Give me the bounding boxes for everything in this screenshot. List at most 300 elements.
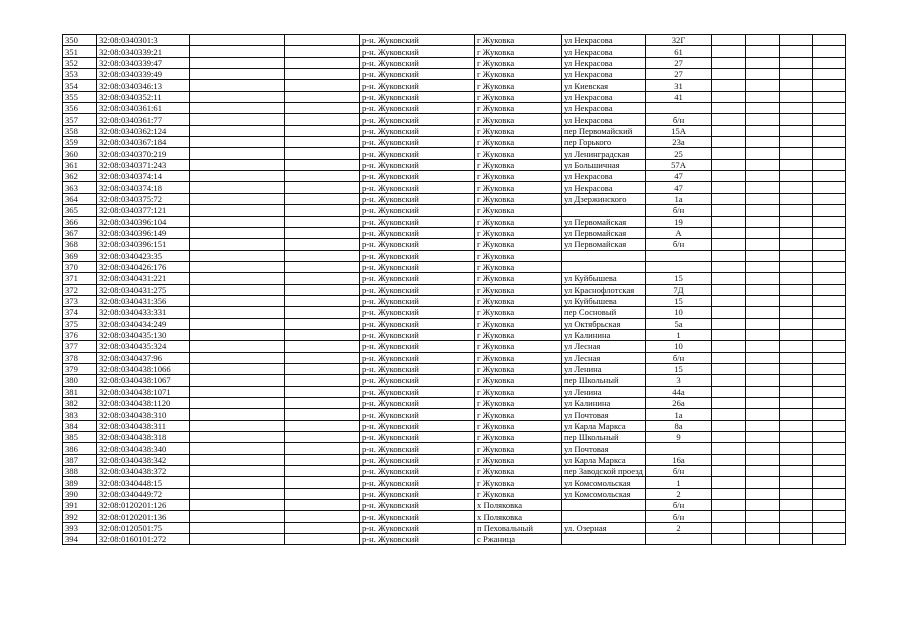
row-number-cell: 379 bbox=[63, 363, 97, 374]
district-cell: р-н. Жуковский bbox=[360, 239, 475, 250]
house-number-cell: 10 bbox=[646, 341, 712, 352]
house-number-cell bbox=[646, 443, 712, 454]
street-cell: пер Школьный bbox=[562, 375, 646, 386]
district-cell: р-н. Жуковский bbox=[360, 341, 475, 352]
col-9-cell bbox=[712, 216, 746, 227]
table-row bbox=[63, 386, 846, 397]
col-11-cell bbox=[780, 284, 813, 295]
house-number-cell: б/н bbox=[646, 500, 712, 511]
street-cell: ул Куйбышева bbox=[562, 295, 646, 306]
house-number-cell: 16а bbox=[646, 454, 712, 465]
col-9-cell bbox=[712, 227, 746, 238]
cadastral-number-cell: 32:08:0340435:324 bbox=[97, 341, 190, 352]
col-9-cell bbox=[712, 182, 746, 193]
col-11-cell bbox=[780, 159, 813, 170]
col-11-cell bbox=[780, 239, 813, 250]
col-11-cell bbox=[780, 205, 813, 216]
col-9-cell bbox=[712, 284, 746, 295]
col-3-cell bbox=[190, 318, 285, 329]
district-cell: р-н. Жуковский bbox=[360, 318, 475, 329]
col-10-cell bbox=[746, 261, 780, 272]
cadastral-number-cell: 32:08:0340435:130 bbox=[97, 329, 190, 340]
row-number-cell: 380 bbox=[63, 375, 97, 386]
col-12-cell bbox=[813, 250, 846, 261]
district-cell: р-н. Жуковский bbox=[360, 284, 475, 295]
settlement-cell: г Жуковка bbox=[475, 205, 562, 216]
col-11-cell bbox=[780, 318, 813, 329]
street-cell: ул. Озерная bbox=[562, 522, 646, 533]
col-3-cell bbox=[190, 432, 285, 443]
table-row bbox=[63, 363, 846, 374]
settlement-cell: г Жуковка bbox=[475, 46, 562, 57]
col-11-cell bbox=[780, 35, 813, 46]
col-9-cell bbox=[712, 409, 746, 420]
table-row bbox=[63, 91, 846, 102]
street-cell: ул Первомайская bbox=[562, 216, 646, 227]
col-10-cell bbox=[746, 227, 780, 238]
col-11-cell bbox=[780, 488, 813, 499]
street-cell: ул Лесная bbox=[562, 352, 646, 363]
col-3-cell bbox=[190, 488, 285, 499]
table-row bbox=[63, 329, 846, 340]
table-row bbox=[63, 409, 846, 420]
settlement-cell: г Жуковка bbox=[475, 295, 562, 306]
row-number-cell: 367 bbox=[63, 227, 97, 238]
house-number-cell: 31 bbox=[646, 80, 712, 91]
row-number-cell: 369 bbox=[63, 250, 97, 261]
settlement-cell: г Жуковка bbox=[475, 432, 562, 443]
col-4-cell bbox=[285, 103, 360, 114]
table-row bbox=[63, 103, 846, 114]
district-cell: р-н. Жуковский bbox=[360, 500, 475, 511]
cadastral-number-cell: 32:08:0340449:72 bbox=[97, 488, 190, 499]
col-4-cell bbox=[285, 398, 360, 409]
cadastral-number-cell: 32:08:0340438:1066 bbox=[97, 363, 190, 374]
col-9-cell bbox=[712, 295, 746, 306]
cadastral-number-cell: 32:08:0340371:243 bbox=[97, 159, 190, 170]
col-9-cell bbox=[712, 137, 746, 148]
col-4-cell bbox=[285, 488, 360, 499]
col-4-cell bbox=[285, 386, 360, 397]
table-row bbox=[63, 227, 846, 238]
street-cell: ул Краснофлотская bbox=[562, 284, 646, 295]
table-row bbox=[63, 46, 846, 57]
col-10-cell bbox=[746, 159, 780, 170]
settlement-cell: г Жуковка bbox=[475, 125, 562, 136]
house-number-cell: 23а bbox=[646, 137, 712, 148]
col-3-cell bbox=[190, 69, 285, 80]
cadastral-number-cell: 32:08:0340423:35 bbox=[97, 250, 190, 261]
cadastral-number-cell: 32:08:0340339:49 bbox=[97, 69, 190, 80]
col-4-cell bbox=[285, 443, 360, 454]
col-3-cell bbox=[190, 534, 285, 545]
col-12-cell bbox=[813, 125, 846, 136]
col-10-cell bbox=[746, 477, 780, 488]
row-number-cell: 361 bbox=[63, 159, 97, 170]
row-number-cell: 356 bbox=[63, 103, 97, 114]
settlement-cell: г Жуковка bbox=[475, 171, 562, 182]
col-12-cell bbox=[813, 137, 846, 148]
col-3-cell bbox=[190, 148, 285, 159]
street-cell bbox=[562, 500, 646, 511]
col-4-cell bbox=[285, 137, 360, 148]
row-number-cell: 378 bbox=[63, 352, 97, 363]
col-9-cell bbox=[712, 443, 746, 454]
col-11-cell bbox=[780, 409, 813, 420]
row-number-cell: 388 bbox=[63, 466, 97, 477]
street-cell: ул Дзержинского bbox=[562, 193, 646, 204]
street-cell: ул Лесная bbox=[562, 341, 646, 352]
street-cell bbox=[562, 511, 646, 522]
col-9-cell bbox=[712, 375, 746, 386]
row-number-cell: 365 bbox=[63, 205, 97, 216]
district-cell: р-н. Жуковский bbox=[360, 363, 475, 374]
col-4-cell bbox=[285, 46, 360, 57]
col-3-cell bbox=[190, 171, 285, 182]
settlement-cell: г Жуковка bbox=[475, 35, 562, 46]
col-12-cell bbox=[813, 148, 846, 159]
col-10-cell bbox=[746, 148, 780, 159]
district-cell: р-н. Жуковский bbox=[360, 477, 475, 488]
cadastral-number-cell: 32:08:0340438:342 bbox=[97, 454, 190, 465]
col-12-cell bbox=[813, 363, 846, 374]
col-10-cell bbox=[746, 352, 780, 363]
col-10-cell bbox=[746, 284, 780, 295]
col-9-cell bbox=[712, 307, 746, 318]
house-number-cell: б/н bbox=[646, 466, 712, 477]
col-10-cell bbox=[746, 273, 780, 284]
row-number-cell: 387 bbox=[63, 454, 97, 465]
col-4-cell bbox=[285, 91, 360, 102]
table-row bbox=[63, 443, 846, 454]
settlement-cell: г Жуковка bbox=[475, 341, 562, 352]
street-cell: ул Некрасова bbox=[562, 46, 646, 57]
row-number-cell: 375 bbox=[63, 318, 97, 329]
house-number-cell bbox=[646, 261, 712, 272]
row-number-cell: 391 bbox=[63, 500, 97, 511]
col-10-cell bbox=[746, 239, 780, 250]
col-4-cell bbox=[285, 205, 360, 216]
district-cell: р-н. Жуковский bbox=[360, 205, 475, 216]
col-3-cell bbox=[190, 375, 285, 386]
col-11-cell bbox=[780, 80, 813, 91]
col-10-cell bbox=[746, 375, 780, 386]
house-number-cell: 15А bbox=[646, 125, 712, 136]
col-11-cell bbox=[780, 432, 813, 443]
row-number-cell: 390 bbox=[63, 488, 97, 499]
col-4-cell bbox=[285, 227, 360, 238]
house-number-cell: 2 bbox=[646, 522, 712, 533]
col-4-cell bbox=[285, 522, 360, 533]
col-12-cell bbox=[813, 69, 846, 80]
district-cell: р-н. Жуковский bbox=[360, 466, 475, 477]
row-number-cell: 366 bbox=[63, 216, 97, 227]
col-3-cell bbox=[190, 500, 285, 511]
col-12-cell bbox=[813, 500, 846, 511]
col-10-cell bbox=[746, 329, 780, 340]
district-cell: р-н. Жуковский bbox=[360, 432, 475, 443]
cadastral-number-cell: 32:08:0340431:275 bbox=[97, 284, 190, 295]
col-10-cell bbox=[746, 386, 780, 397]
col-3-cell bbox=[190, 205, 285, 216]
table-row bbox=[63, 341, 846, 352]
table-row bbox=[63, 318, 846, 329]
street-cell bbox=[562, 534, 646, 545]
col-4-cell bbox=[285, 454, 360, 465]
col-3-cell bbox=[190, 250, 285, 261]
cadastral-number-cell: 32:08:0340339:21 bbox=[97, 46, 190, 57]
district-cell: р-н. Жуковский bbox=[360, 454, 475, 465]
col-3-cell bbox=[190, 363, 285, 374]
row-number-cell: 384 bbox=[63, 420, 97, 431]
col-11-cell bbox=[780, 307, 813, 318]
table-row bbox=[63, 273, 846, 284]
col-9-cell bbox=[712, 46, 746, 57]
cadastral-number-cell: 32:08:0340375:72 bbox=[97, 193, 190, 204]
col-10-cell bbox=[746, 488, 780, 499]
cadastral-number-cell: 32:08:0340396:151 bbox=[97, 239, 190, 250]
row-number-cell: 377 bbox=[63, 341, 97, 352]
district-cell: р-н. Жуковский bbox=[360, 91, 475, 102]
col-3-cell bbox=[190, 182, 285, 193]
settlement-cell: г Жуковка bbox=[475, 409, 562, 420]
col-4-cell bbox=[285, 295, 360, 306]
col-11-cell bbox=[780, 398, 813, 409]
row-number-cell: 362 bbox=[63, 171, 97, 182]
col-3-cell bbox=[190, 522, 285, 533]
col-11-cell bbox=[780, 386, 813, 397]
table-row bbox=[63, 205, 846, 216]
col-9-cell bbox=[712, 239, 746, 250]
house-number-cell: 1а bbox=[646, 409, 712, 420]
settlement-cell: х Поляковка bbox=[475, 511, 562, 522]
col-12-cell bbox=[813, 534, 846, 545]
col-4-cell bbox=[285, 125, 360, 136]
col-11-cell bbox=[780, 250, 813, 261]
settlement-cell: г Жуковка bbox=[475, 103, 562, 114]
street-cell bbox=[562, 205, 646, 216]
table-row bbox=[63, 477, 846, 488]
house-number-cell bbox=[646, 534, 712, 545]
col-9-cell bbox=[712, 511, 746, 522]
settlement-cell: г Жуковка bbox=[475, 284, 562, 295]
cadastral-number-cell: 32:08:0340438:1071 bbox=[97, 386, 190, 397]
col-11-cell bbox=[780, 103, 813, 114]
district-cell: р-н. Жуковский bbox=[360, 69, 475, 80]
street-cell: пер Заводской проезд bbox=[562, 466, 646, 477]
col-10-cell bbox=[746, 35, 780, 46]
col-3-cell bbox=[190, 420, 285, 431]
district-cell: р-н. Жуковский bbox=[360, 273, 475, 284]
cadastral-number-cell: 32:08:0340396:104 bbox=[97, 216, 190, 227]
cadastral-number-cell: 32:08:0340346:13 bbox=[97, 80, 190, 91]
house-number-cell: 5а bbox=[646, 318, 712, 329]
row-number-cell: 363 bbox=[63, 182, 97, 193]
col-11-cell bbox=[780, 69, 813, 80]
col-9-cell bbox=[712, 193, 746, 204]
settlement-cell: г Жуковка bbox=[475, 193, 562, 204]
col-12-cell bbox=[813, 409, 846, 420]
col-9-cell bbox=[712, 386, 746, 397]
house-number-cell: 32Г bbox=[646, 35, 712, 46]
district-cell: р-н. Жуковский bbox=[360, 114, 475, 125]
col-10-cell bbox=[746, 432, 780, 443]
district-cell: р-н. Жуковский bbox=[360, 46, 475, 57]
col-4-cell bbox=[285, 466, 360, 477]
col-12-cell bbox=[813, 386, 846, 397]
col-9-cell bbox=[712, 250, 746, 261]
col-9-cell bbox=[712, 125, 746, 136]
cadastral-number-cell: 32:08:0340352:11 bbox=[97, 91, 190, 102]
cadastral-number-cell: 32:08:0160101:272 bbox=[97, 534, 190, 545]
cadastral-number-cell: 32:08:0340370:219 bbox=[97, 148, 190, 159]
district-cell: р-н. Жуковский bbox=[360, 511, 475, 522]
district-cell: р-н. Жуковский bbox=[360, 295, 475, 306]
col-4-cell bbox=[285, 114, 360, 125]
row-number-cell: 389 bbox=[63, 477, 97, 488]
house-number-cell: 15 bbox=[646, 363, 712, 374]
district-cell: р-н. Жуковский bbox=[360, 80, 475, 91]
house-number-cell: 26а bbox=[646, 398, 712, 409]
street-cell: ул Некрасова bbox=[562, 69, 646, 80]
col-12-cell bbox=[813, 454, 846, 465]
table-row bbox=[63, 534, 846, 545]
col-4-cell bbox=[285, 35, 360, 46]
table-row bbox=[63, 261, 846, 272]
house-number-cell: б/н bbox=[646, 114, 712, 125]
col-9-cell bbox=[712, 35, 746, 46]
col-11-cell bbox=[780, 420, 813, 431]
row-number-cell: 350 bbox=[63, 35, 97, 46]
district-cell: р-н. Жуковский bbox=[360, 329, 475, 340]
street-cell: ул Почтовая bbox=[562, 409, 646, 420]
house-number-cell: 1 bbox=[646, 477, 712, 488]
col-4-cell bbox=[285, 352, 360, 363]
col-10-cell bbox=[746, 91, 780, 102]
row-number-cell: 371 bbox=[63, 273, 97, 284]
col-10-cell bbox=[746, 103, 780, 114]
table-row bbox=[63, 114, 846, 125]
col-3-cell bbox=[190, 91, 285, 102]
row-number-cell: 364 bbox=[63, 193, 97, 204]
table-row bbox=[63, 284, 846, 295]
house-number-cell: 10 bbox=[646, 307, 712, 318]
col-9-cell bbox=[712, 522, 746, 533]
table-row bbox=[63, 171, 846, 182]
row-number-cell: 372 bbox=[63, 284, 97, 295]
col-11-cell bbox=[780, 216, 813, 227]
col-10-cell bbox=[746, 69, 780, 80]
col-12-cell bbox=[813, 307, 846, 318]
row-number-cell: 352 bbox=[63, 57, 97, 68]
col-3-cell bbox=[190, 329, 285, 340]
street-cell: ул Первомайская bbox=[562, 227, 646, 238]
col-11-cell bbox=[780, 182, 813, 193]
col-9-cell bbox=[712, 114, 746, 125]
row-number-cell: 382 bbox=[63, 398, 97, 409]
settlement-cell: г Жуковка bbox=[475, 329, 562, 340]
cadastral-number-cell: 32:08:0120201:126 bbox=[97, 500, 190, 511]
street-cell: ул Некрасова bbox=[562, 114, 646, 125]
col-11-cell bbox=[780, 91, 813, 102]
street-cell: ул Некрасова bbox=[562, 35, 646, 46]
col-9-cell bbox=[712, 420, 746, 431]
settlement-cell: г Жуковка bbox=[475, 488, 562, 499]
col-4-cell bbox=[285, 148, 360, 159]
settlement-cell: г Жуковка bbox=[475, 420, 562, 431]
street-cell bbox=[562, 261, 646, 272]
settlement-cell: х Поляковка bbox=[475, 500, 562, 511]
col-4-cell bbox=[285, 375, 360, 386]
district-cell: р-н. Жуковский bbox=[360, 125, 475, 136]
settlement-cell: г Жуковка bbox=[475, 375, 562, 386]
col-9-cell bbox=[712, 363, 746, 374]
col-4-cell bbox=[285, 511, 360, 522]
col-10-cell bbox=[746, 318, 780, 329]
district-cell: р-н. Жуковский bbox=[360, 216, 475, 227]
table-row bbox=[63, 80, 846, 91]
cadastral-number-cell: 32:08:0340374:14 bbox=[97, 171, 190, 182]
col-3-cell bbox=[190, 227, 285, 238]
street-cell: ул Некрасова bbox=[562, 182, 646, 193]
house-number-cell: 61 bbox=[646, 46, 712, 57]
cadastral-number-cell: 32:08:0340339:47 bbox=[97, 57, 190, 68]
row-number-cell: 370 bbox=[63, 261, 97, 272]
col-9-cell bbox=[712, 477, 746, 488]
settlement-cell: с Ржаница bbox=[475, 534, 562, 545]
street-cell: ул Октябрьская bbox=[562, 318, 646, 329]
col-3-cell bbox=[190, 386, 285, 397]
col-3-cell bbox=[190, 239, 285, 250]
house-number-cell: 3 bbox=[646, 375, 712, 386]
col-11-cell bbox=[780, 363, 813, 374]
cadastral-number-cell: 32:08:0340448:15 bbox=[97, 477, 190, 488]
col-12-cell bbox=[813, 35, 846, 46]
col-11-cell bbox=[780, 341, 813, 352]
settlement-cell: г Жуковка bbox=[475, 250, 562, 261]
col-4-cell bbox=[285, 250, 360, 261]
col-12-cell bbox=[813, 511, 846, 522]
col-11-cell bbox=[780, 375, 813, 386]
col-12-cell bbox=[813, 398, 846, 409]
col-4-cell bbox=[285, 159, 360, 170]
settlement-cell: г Жуковка bbox=[475, 137, 562, 148]
col-4-cell bbox=[285, 239, 360, 250]
col-12-cell bbox=[813, 443, 846, 454]
col-9-cell bbox=[712, 57, 746, 68]
street-cell: ул Карла Маркса bbox=[562, 420, 646, 431]
table-row bbox=[63, 398, 846, 409]
col-4-cell bbox=[285, 193, 360, 204]
col-10-cell bbox=[746, 137, 780, 148]
house-number-cell: 7Д bbox=[646, 284, 712, 295]
street-cell: ул Ленинградская bbox=[562, 148, 646, 159]
house-number-cell: 2 bbox=[646, 488, 712, 499]
district-cell: р-н. Жуковский bbox=[360, 35, 475, 46]
col-9-cell bbox=[712, 500, 746, 511]
col-3-cell bbox=[190, 273, 285, 284]
col-11-cell bbox=[780, 511, 813, 522]
row-number-cell: 354 bbox=[63, 80, 97, 91]
street-cell bbox=[562, 250, 646, 261]
row-number-cell: 394 bbox=[63, 534, 97, 545]
row-number-cell: 358 bbox=[63, 125, 97, 136]
settlement-cell: г Жуковка bbox=[475, 477, 562, 488]
district-cell: р-н. Жуковский bbox=[360, 261, 475, 272]
col-11-cell bbox=[780, 352, 813, 363]
col-12-cell bbox=[813, 103, 846, 114]
cadastral-number-cell: 32:08:0340426:176 bbox=[97, 261, 190, 272]
